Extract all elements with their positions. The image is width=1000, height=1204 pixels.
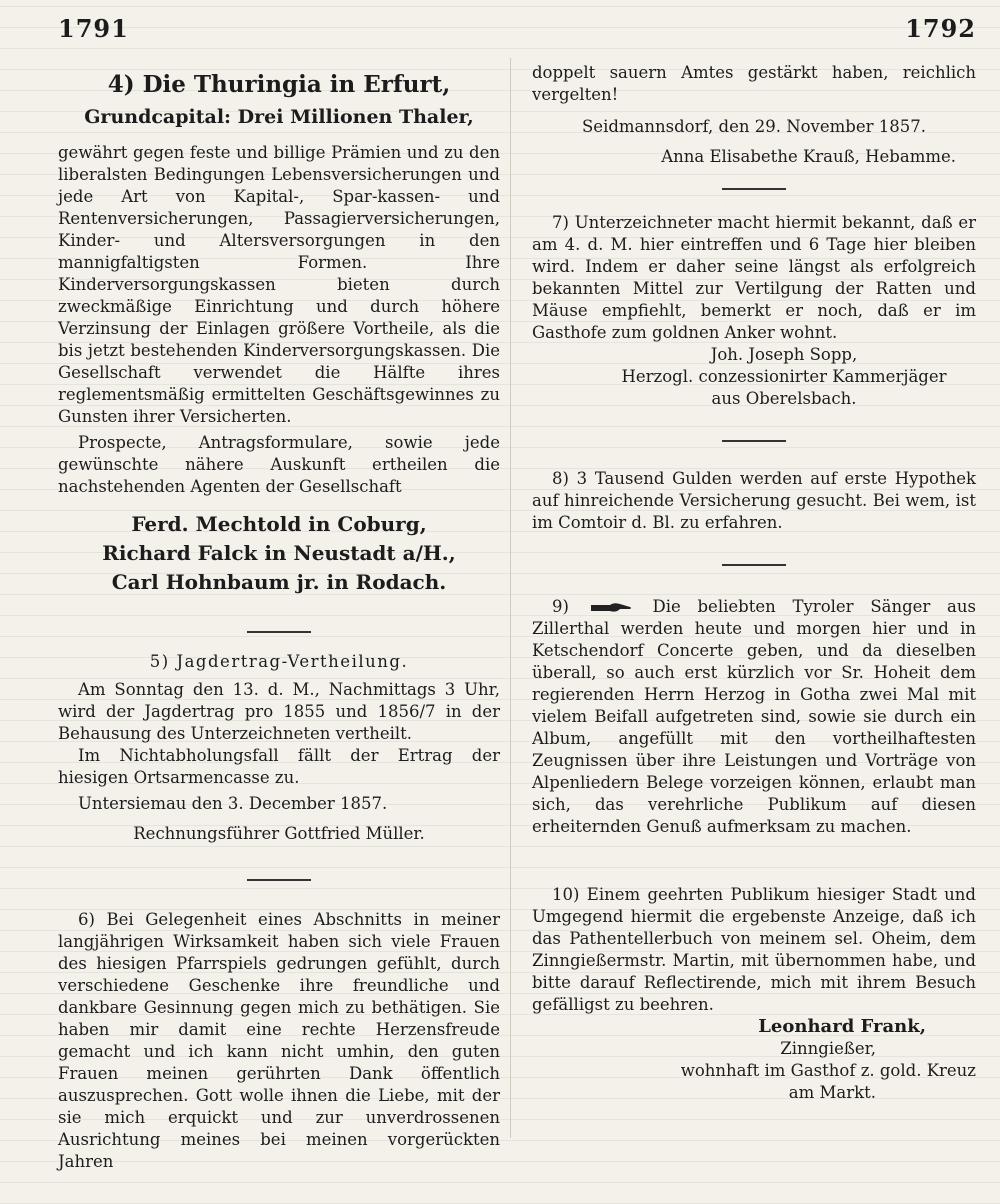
ad-pathentellerbuch xyxy=(532,884,976,1104)
ad-body: 10) Einem geehrten Publikum hiesiger Stadt und Umgegend hiermit die ergebenste Anzeige, daß ich das Pathentellerbuch von meinem sel. Oheim, dem Zinngießermstr. Martin, mit übernommen habe, und bitte darauf Reflectirende, mich mit ihrem Besuch gefälligst zu beehren. xyxy=(532,885,976,1014)
column-divider xyxy=(510,58,511,1138)
ad-body-wrapper xyxy=(532,596,976,838)
ad-thuringia xyxy=(58,70,500,597)
ad-title: 4) Die Thuringia in Erfurt, xyxy=(107,71,451,98)
ad-body-2: Im Nichtabholungsfall fällt der Ertrag der hiesigen Ortsarmencasse zu. xyxy=(58,746,500,787)
page-number-right: 1792 xyxy=(905,14,976,43)
ad-body: 8) 3 Tausend Gulden werden auf erste Hypothek auf hinreichende Versicherung gesucht. Bei wem, ist im Comtoir d. Bl. zu erfahren. xyxy=(532,469,976,532)
signature-line-3: wohnhaft im Gasthof z. gold. Kreuz xyxy=(680,1061,976,1080)
agent-line-3: Carl Hohnbaum jr. in Rodach. xyxy=(111,570,447,594)
ad-body: doppelt sauern Amtes gestärkt haben, reichlich vergelten! xyxy=(532,63,976,104)
separator-rule xyxy=(722,564,786,566)
signature-line-1: Joh. Joseph Sopp, xyxy=(710,345,858,364)
ad-tyroler-saenger xyxy=(532,596,976,838)
ad-subtitle: Grundcapital: Drei Millionen Thaler, xyxy=(84,106,474,128)
place-date: Seidmannsdorf, den 29. November 1857. xyxy=(582,117,926,136)
ad-body: 6) Bei Gelegenheit eines Abschnitts in meiner langjährigen Wirksamkeit haben sich viele Frauen des hiesigen Pfarrspiels gedrungen gefühlt, durch verschiedene Geschenke ihre freundliche und dankbare Gesinnung gegen mich zu bethätigen. Sie haben mir damit eine rechte Herzensfreude gemacht und ich kann nicht umhin, den guten Frauen meinen gerührten Dank öffentlich auszusprechen. Gott wolle ihnen die Liebe, mit der sie mich erquickt und zur unverdrossenen Ausrichtung meines bei meinen vorgerückten Jahren xyxy=(58,910,500,1171)
ad-body-2: Prospecte, Antragsformulare, sowie jede gewünschte nähere Auskunft ertheilen die nachstehenden Agenten der Gesellschaft xyxy=(58,433,500,496)
agent-line-1: Ferd. Mechtold in Coburg, xyxy=(131,512,427,536)
pointing-hand-icon xyxy=(590,600,632,616)
separator-rule xyxy=(247,879,311,881)
signature-line-2: Zinngießer, xyxy=(780,1039,876,1058)
ad-hypothek xyxy=(532,468,976,534)
separator-rule xyxy=(722,188,786,190)
ad-kammerjaeger xyxy=(532,212,976,410)
signature-line-3: aus Oberelsbach. xyxy=(711,389,857,408)
left-column xyxy=(58,62,500,1173)
signature-line-1: Leonhard Frank, xyxy=(758,1016,926,1037)
spacer xyxy=(532,838,976,878)
ad-body: 7) Unterzeichneter macht hiermit bekannt, daß er am 4. d. M. hier eintreffen und 6 Tage hier bleiben wird. Indem er daher seine längst als erfolgreich bekannten Mittel zur Vertilgung der Ratten und Mäuse empfiehlt, bemerkt er noch, daß er im Gasthofe zum goldnen Anker wohnt. xyxy=(532,213,976,342)
ad-body: Am Sonntag den 13. d. M., Nachmittags 3 Uhr, wird der Jagdertrag pro 1855 und 1856/7 in der Behausung des Unterzeichneten vertheilt. xyxy=(58,680,500,743)
ad-number: 9) xyxy=(552,597,569,616)
ad-dank xyxy=(58,909,500,1173)
ad-dank-continued xyxy=(532,62,976,168)
page-number-left: 1791 xyxy=(58,14,129,43)
ad-title: 5) Jagdertrag-Vertheilung. xyxy=(149,652,409,671)
signature-line-4: am Markt. xyxy=(788,1083,876,1102)
ad-body: gewährt gegen feste und billige Prämien und zu den liberalsten Bedingungen Lebensversicherungen und jede Art von Kapital-, Spar-kassen- und Rentenversicherungen, Passagierversicherungen, Kinder- und Altersversorgungen in den mannigfaltigsten Formen. Ihre Kinderversorgungskassen bieten durch zweckmäßige Einrichtung und durch höhere Verzinsung der Einlagen größere Vortheile, als die bis jetzt bestehenden Kinderversorgungskassen. Die Gesellschaft verwendet die Hälfte ihres reglementsmäßig ermittelten Geschäftsgewinnes zu Gunsten ihrer Versicherten. xyxy=(58,143,500,426)
place-date: Untersiemau den 3. December 1857. xyxy=(78,794,388,813)
separator-rule xyxy=(722,440,786,442)
agent-line-2: Richard Falck in Neustadt a/H., xyxy=(102,541,456,565)
signature: Rechnungsführer Gottfried Müller. xyxy=(133,824,425,843)
signature-line-2: Herzogl. conzessionirter Kammerjäger xyxy=(621,367,947,386)
right-column xyxy=(532,62,976,1104)
signature: Anna Elisabethe Krauß, Hebamme. xyxy=(661,147,956,166)
ad-jagdertrag xyxy=(58,651,500,845)
ad-body: Die beliebten Tyroler Sänger aus Zillerthal werden heute und morgen hier und in Ketschendorf Concerte geben, und da dieselben überall, so auch erst kürzlich vor Sr. Hoheit dem regierenden Herrn Herzog in Gotha zwei Mal mit vielem Beifall aufgetreten sind, sowie sie durch ein Album, angefüllt mit den vortheilhaftesten Zeugnissen über ihre Leistungen und Vorträge von Alpenliedern Belege vorzeigen können, erlaubt man sich, das verehrliche Publikum auf diesen erheiternden Genuß aufmerksam zu machen. xyxy=(532,597,976,836)
separator-rule xyxy=(247,631,311,633)
